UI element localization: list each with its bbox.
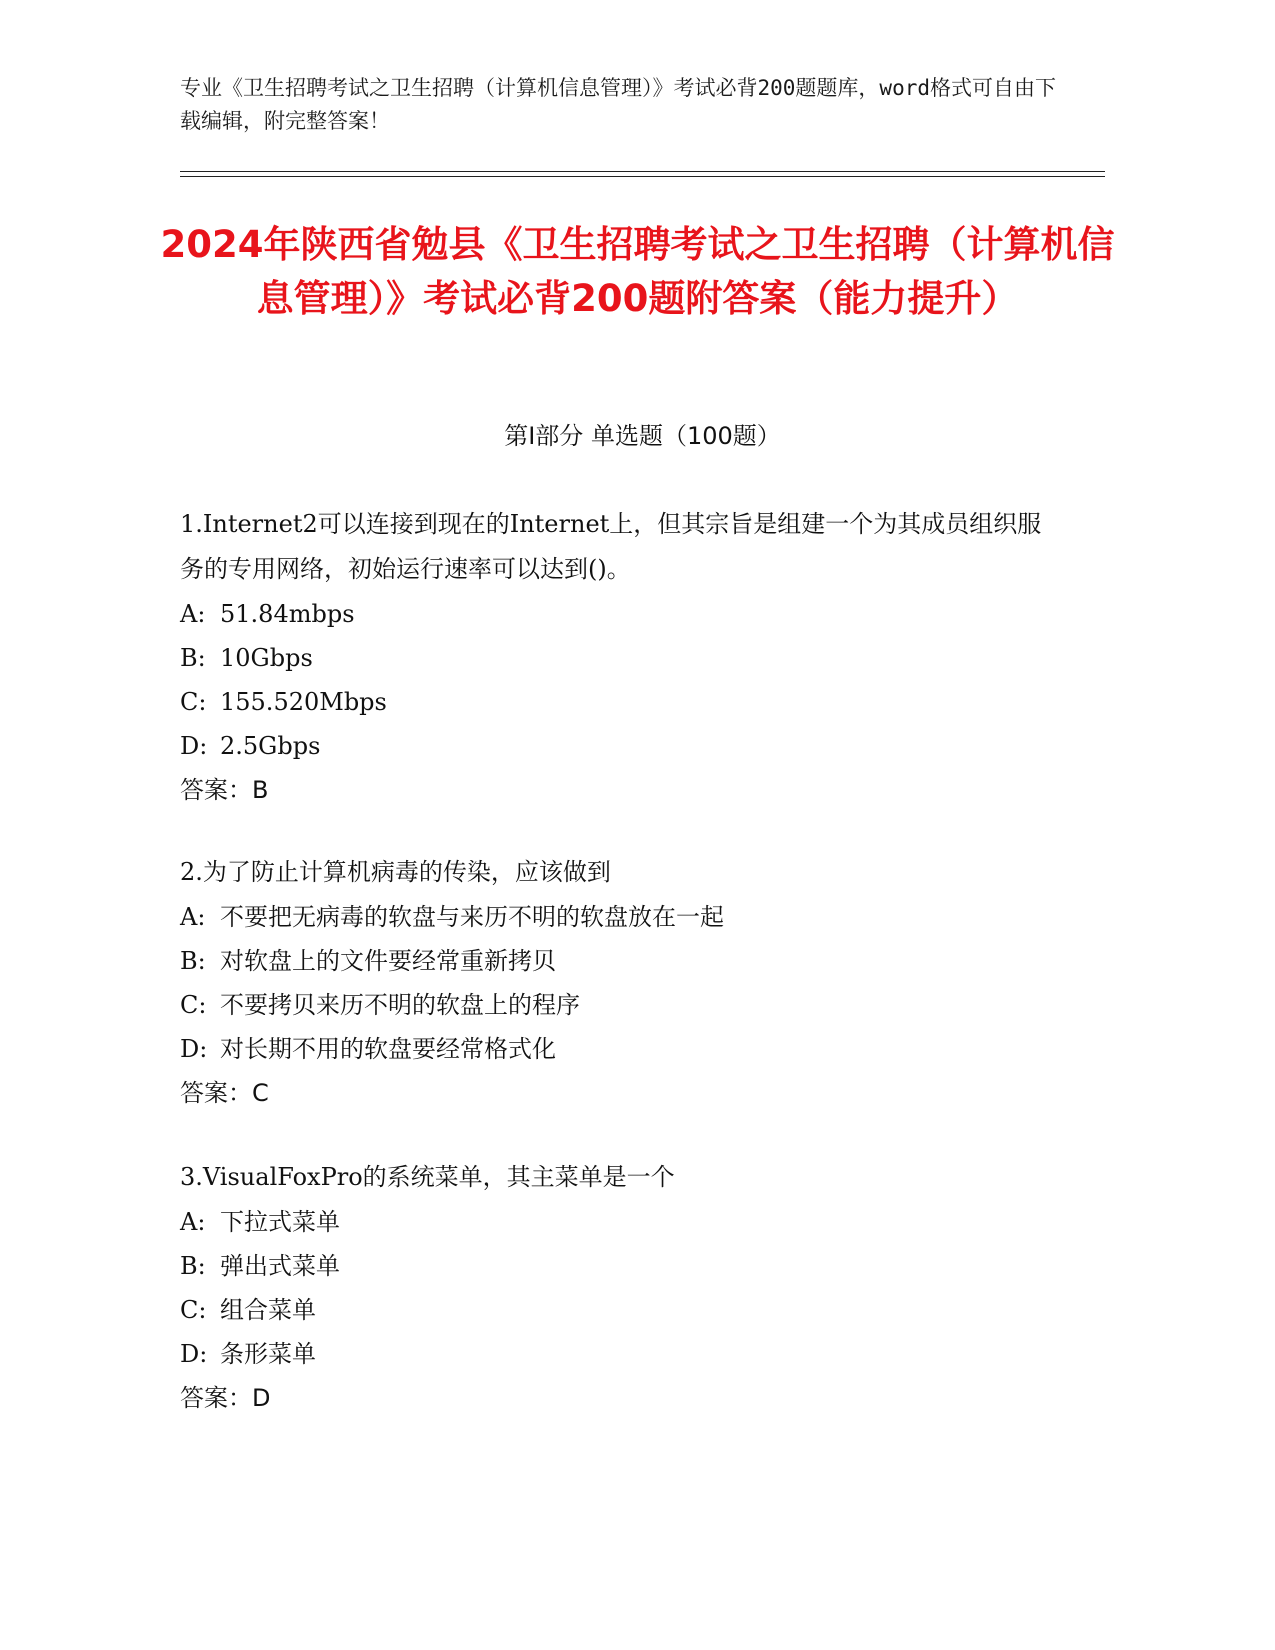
option-letter: C: bbox=[180, 1296, 207, 1324]
option-text: 51.84mbps bbox=[220, 600, 355, 628]
option-letter: C: bbox=[180, 991, 207, 1019]
option-text: 不要拷贝来历不明的软盘上的程序 bbox=[220, 991, 580, 1019]
option-text: 对长期不用的软盘要经常格式化 bbox=[220, 1035, 556, 1063]
option-text: 不要把无病毒的软盘与来历不明的软盘放在一起 bbox=[220, 903, 724, 931]
option-b bbox=[180, 1244, 1060, 1288]
option-text: 10Gbps bbox=[220, 644, 313, 672]
option-b bbox=[180, 636, 1060, 680]
answer-label: 答案：D bbox=[180, 1384, 271, 1412]
option-text: 对软盘上的文件要经常重新拷贝 bbox=[220, 947, 556, 975]
header-divider-bottom bbox=[180, 176, 1105, 177]
option-d bbox=[180, 1027, 1060, 1071]
answer-label: 答案：C bbox=[180, 1079, 269, 1107]
option-letter: D: bbox=[180, 1035, 208, 1063]
question-stem: 2.为了防止计算机病毒的传染，应该做到 bbox=[180, 858, 611, 886]
answer-label: 答案：B bbox=[180, 776, 269, 804]
document-title: 2024年陕西省勉县《卫生招聘考试之卫生招聘（计算机信息管理）》考试必背200题附答案（能力提升） bbox=[160, 223, 1115, 320]
header-divider-top bbox=[180, 171, 1105, 172]
question-stem: 3.VisualFoxPro的系统菜单，其主菜单是一个 bbox=[180, 1163, 675, 1191]
option-text: 组合菜单 bbox=[220, 1296, 316, 1324]
question-2 bbox=[180, 850, 1060, 1115]
option-letter: A: bbox=[180, 903, 206, 931]
option-text: 下拉式菜单 bbox=[220, 1208, 340, 1236]
option-letter: D: bbox=[180, 732, 208, 760]
option-d bbox=[180, 724, 1060, 768]
option-letter: B: bbox=[180, 644, 206, 672]
option-text: 2.5Gbps bbox=[220, 732, 321, 760]
header-note: 专业《卫生招聘考试之卫生招聘（计算机信息管理）》考试必背200题题库，word格式可自由下载编辑，附完整答案！ bbox=[180, 76, 1056, 133]
option-letter: A: bbox=[180, 1208, 206, 1236]
option-text: 条形菜单 bbox=[220, 1340, 316, 1368]
question-3 bbox=[180, 1155, 1060, 1420]
option-letter: B: bbox=[180, 947, 206, 975]
option-letter: D: bbox=[180, 1340, 208, 1368]
question-1 bbox=[180, 502, 1060, 812]
option-text: 弹出式菜单 bbox=[220, 1252, 340, 1280]
option-text: 155.520Mbps bbox=[220, 688, 387, 716]
option-letter: A: bbox=[180, 600, 206, 628]
question-stem: 1.Internet2可以连接到现在的Internet上，但其宗旨是组建一个为其成员组织服务的专用网络，初始运行速率可以达到()。 bbox=[180, 510, 1042, 583]
option-c bbox=[180, 983, 1060, 1027]
option-c bbox=[180, 1288, 1060, 1332]
section-title: 第Ⅰ部分 单选题（100题） bbox=[504, 422, 781, 450]
option-d bbox=[180, 1332, 1060, 1376]
option-letter: C: bbox=[180, 688, 207, 716]
option-a bbox=[180, 895, 1060, 939]
option-a bbox=[180, 1200, 1060, 1244]
option-a bbox=[180, 592, 1060, 636]
option-letter: B: bbox=[180, 1252, 206, 1280]
option-b bbox=[180, 939, 1060, 983]
option-c bbox=[180, 680, 1060, 724]
